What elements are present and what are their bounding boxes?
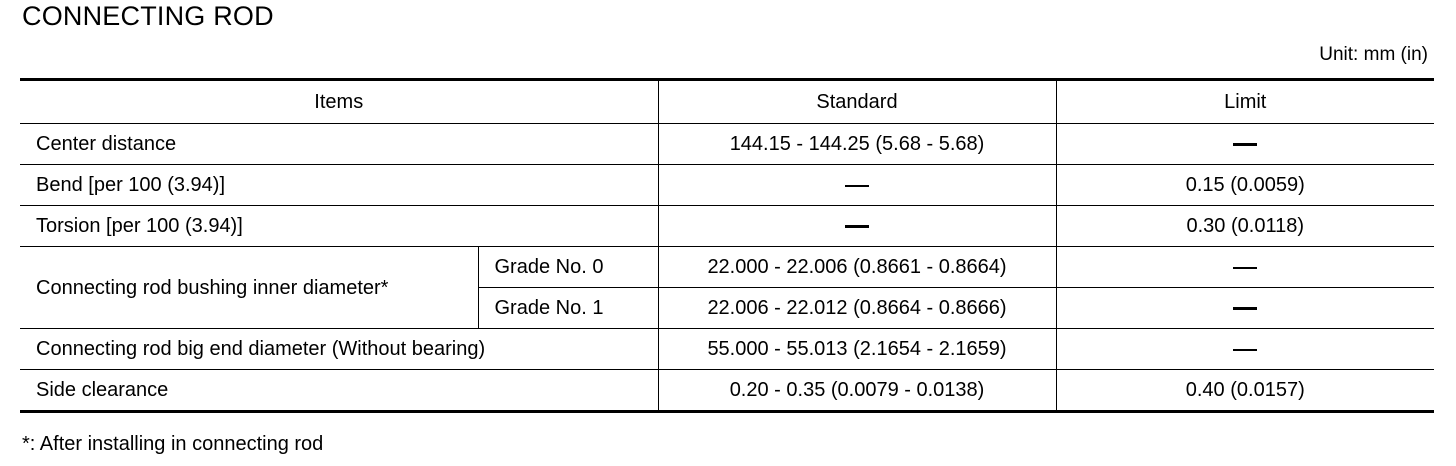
limit-grade-1 [1056, 288, 1434, 329]
limit-big-end [1056, 329, 1434, 370]
dash-icon [845, 185, 869, 187]
dash-icon [1233, 267, 1257, 269]
header-standard: Standard [658, 80, 1056, 124]
item-bushing: Connecting rod bushing inner diameter* [20, 247, 478, 329]
standard-bend [658, 165, 1056, 206]
grade-1-label: Grade No. 1 [478, 288, 658, 329]
table-row-center-distance [20, 124, 1434, 165]
footnote: *: After installing in connecting rod [22, 433, 324, 455]
standard-big-end: 55.000 - 55.013 (2.1654 - 2.1659) [658, 329, 1056, 370]
limit-torsion: 0.30 (0.0118) [1056, 206, 1434, 247]
limit-grade-0 [1056, 247, 1434, 288]
table-row-bend [20, 165, 1434, 206]
standard-side-clearance: 0.20 - 0.35 (0.0079 - 0.0138) [658, 370, 1056, 412]
header-limit: Limit [1056, 80, 1434, 124]
standard-center-distance: 144.15 - 144.25 (5.68 - 5.68) [658, 124, 1056, 165]
dash-icon [845, 225, 869, 228]
table-row-side-clearance [20, 370, 1434, 412]
dash-icon [1233, 307, 1257, 310]
standard-grade-1: 22.006 - 22.012 (0.8664 - 0.8666) [658, 288, 1056, 329]
dash-icon [1233, 349, 1257, 351]
table-header-row [20, 80, 1434, 124]
standard-grade-0: 22.000 - 22.006 (0.8661 - 0.8664) [658, 247, 1056, 288]
item-bend: Bend [per 100 (3.94)] [20, 165, 658, 206]
dash-icon [1233, 143, 1257, 146]
header-items: Items [20, 80, 658, 124]
limit-bend: 0.15 (0.0059) [1056, 165, 1434, 206]
limit-side-clearance: 0.40 (0.0157) [1056, 370, 1434, 412]
table-row-bushing-grade0 [20, 247, 1434, 288]
table-row-torsion [20, 206, 1434, 247]
item-center-distance: Center distance [20, 124, 658, 165]
unit-label: Unit: mm (in) [1319, 44, 1428, 65]
page-title: CONNECTING ROD [22, 1, 274, 31]
spec-table [20, 78, 1434, 413]
item-torsion: Torsion [per 100 (3.94)] [20, 206, 658, 247]
table-row-big-end [20, 329, 1434, 370]
item-side-clearance: Side clearance [20, 370, 658, 412]
standard-torsion [658, 206, 1056, 247]
limit-center-distance [1056, 124, 1434, 165]
item-big-end: Connecting rod big end diameter (Without bearing) [20, 329, 658, 370]
grade-0-label: Grade No. 0 [478, 247, 658, 288]
